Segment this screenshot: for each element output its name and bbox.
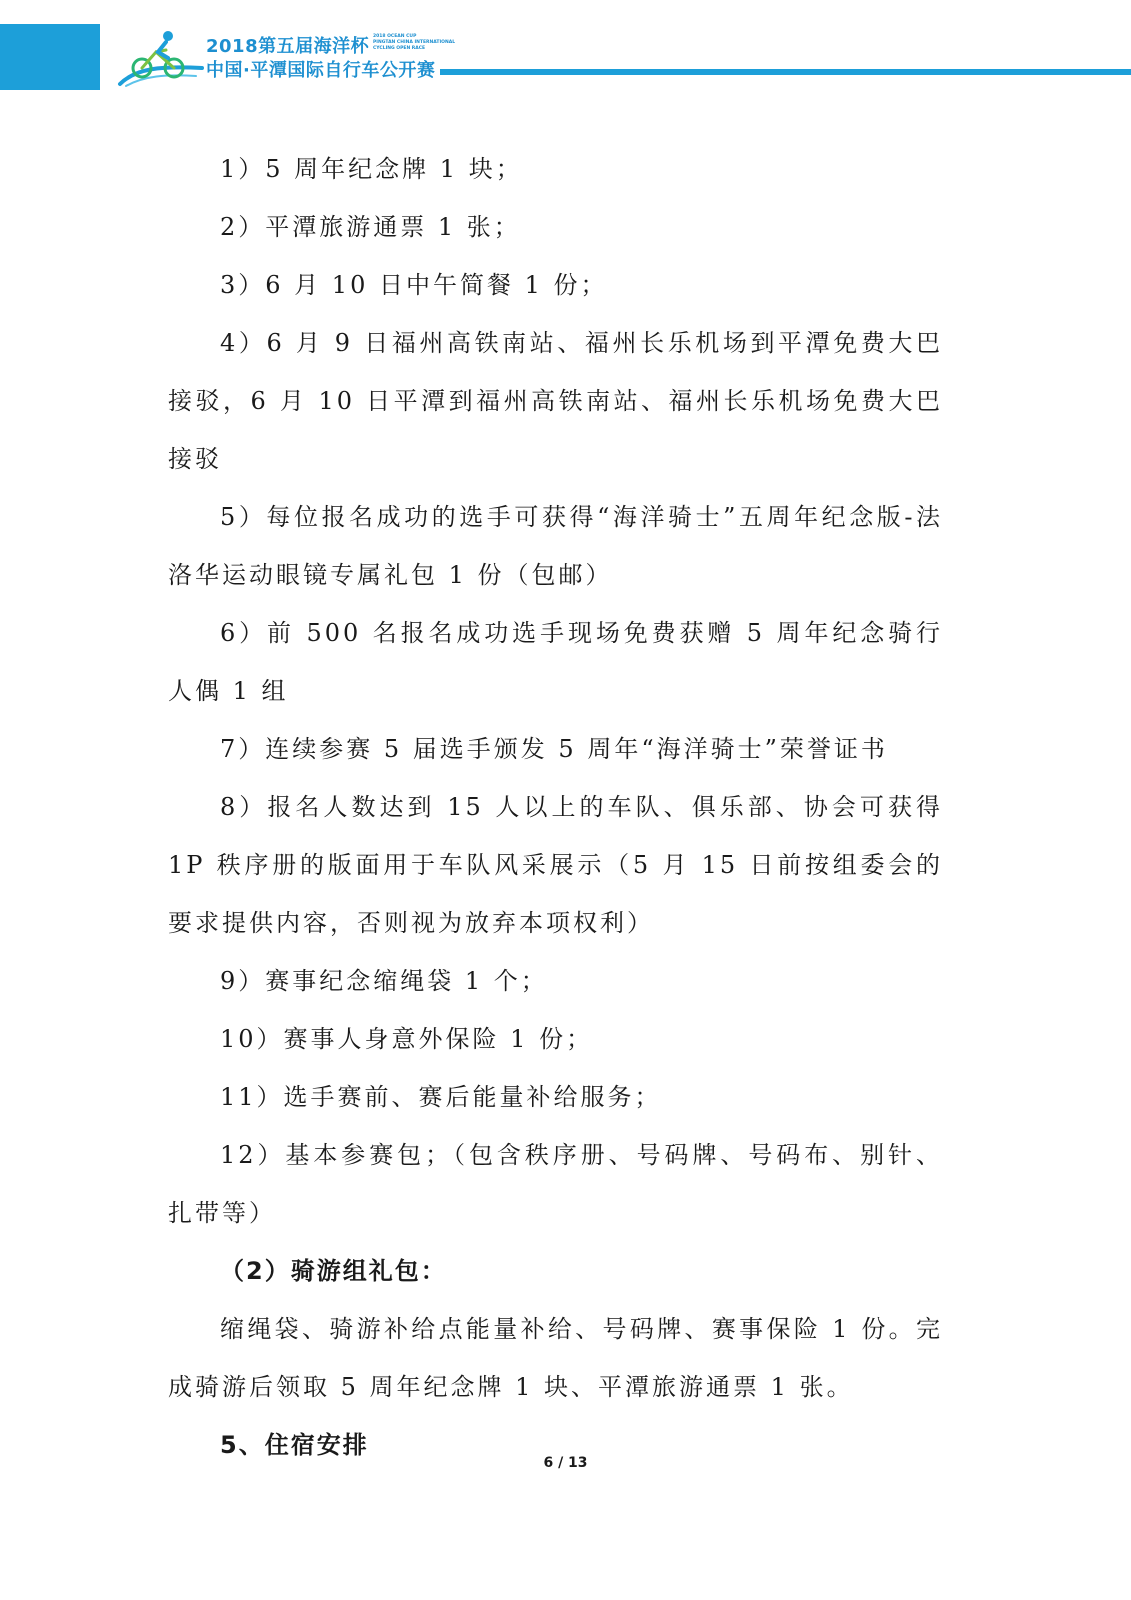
- list-item: 6）前 500 名报名成功选手现场免费获赠 5 周年纪念骑行人偶 1 组: [168, 619, 943, 705]
- list-item: 2）平潭旅游通票 1 张；: [220, 213, 521, 241]
- logo-english-line: PINGTAN CHINA INTERNATIONAL: [373, 40, 456, 45]
- logo-subtitle: 中国·平潭国际自行车公开赛: [206, 60, 436, 81]
- logo-english-line: CYCLING OPEN RACE: [373, 46, 426, 51]
- list-item: 4）6 月 9 日福州高铁南站、福州长乐机场到平潭免费大巴接驳，6 月 10 日平潭到福州高铁南站、福州长乐机场免费大巴接驳: [168, 329, 943, 473]
- riding-package-text: 缩绳袋、骑游补给点能量补给、号码牌、赛事保险 1 份。完成骑游后领取 5 周年纪念牌 1 块、平潭旅游通票 1 张。: [168, 1315, 943, 1401]
- list-item: 8）报名人数达到 15 人以上的车队、俱乐部、协会可获得 1P 秩序册的版面用于车队风采展示（5 月 15 日前按组委会的要求提供内容，否则视为放弃本项权利）: [168, 793, 943, 937]
- list-item: 10）赛事人身意外保险 1 份；: [220, 1025, 594, 1053]
- logo-english-line: 2018 OCEAN CUP: [373, 34, 417, 39]
- logo-title: 2018第五届海洋杯: [206, 36, 370, 57]
- section-heading-accommodation: 5、住宿安排: [220, 1431, 369, 1459]
- header-rule: [440, 69, 1131, 75]
- list-item: 12）基本参赛包；（包含秩序册、号码牌、号码布、别针、扎带等）: [168, 1141, 943, 1227]
- page-header: [0, 0, 1131, 95]
- logo-english-text: [373, 34, 456, 52]
- list-item: 9）赛事纪念缩绳袋 1 个；: [220, 967, 548, 995]
- cyclist-logo-icon: [116, 28, 206, 90]
- header-color-block: [0, 24, 100, 90]
- event-logo: [116, 28, 456, 90]
- list-item: 1）5 周年纪念牌 1 块；: [220, 155, 523, 183]
- list-item: 11）选手赛前、赛后能量补给服务；: [220, 1083, 662, 1111]
- subheading-riding-package: （2）骑游组礼包：: [220, 1257, 447, 1285]
- list-item: 3）6 月 10 日中午简餐 1 份；: [220, 271, 608, 299]
- page-number: 6 / 13: [543, 1455, 588, 1471]
- document-body: [168, 140, 943, 1474]
- list-item: 5）每位报名成功的选手可获得“海洋骑士”五周年纪念版-法洛华运动眼镜专属礼包 1 份（包邮）: [168, 503, 943, 589]
- list-item: 7）连续参赛 5 届选手颁发 5 周年“海洋骑士”荣誉证书: [220, 735, 888, 763]
